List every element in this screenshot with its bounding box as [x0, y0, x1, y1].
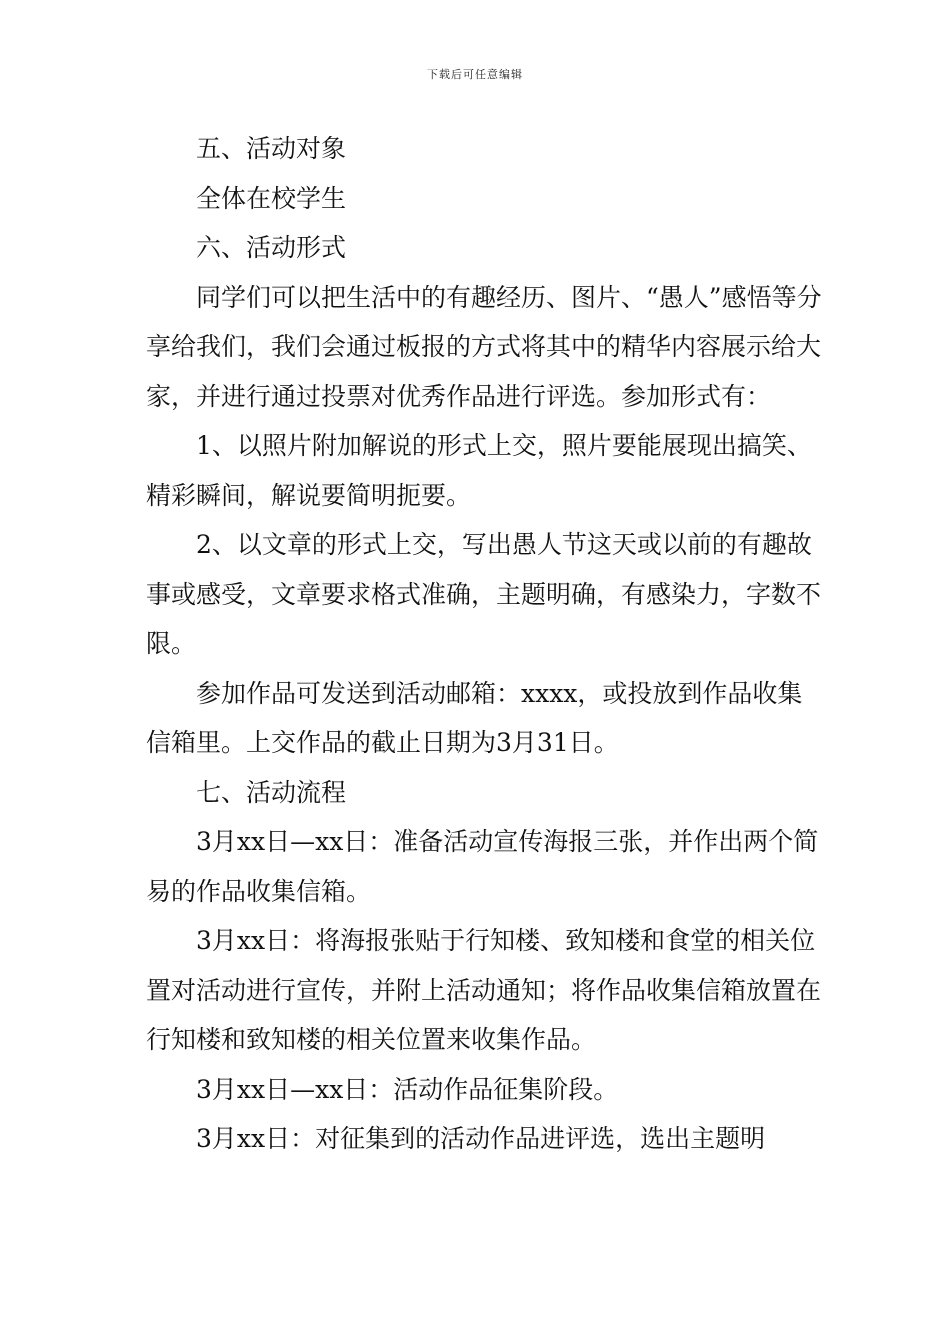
process-step-1: 3月xx日—xx日：准备活动宣传海报三张，并作出两个简易的作品收集信箱。 [146, 827, 819, 906]
document-body [146, 124, 826, 1164]
section-heading-process: 七、活动流程 [196, 777, 347, 807]
section-heading-target: 五、活动对象 [196, 134, 347, 163]
process-step-2: 3月xx日：将海报张贴于行知楼、致知楼和食堂的相关位置对活动进行宣传，并附上活动通知；将作品收集信箱放置在行知楼和致知楼的相关位置来收集作品。 [146, 926, 822, 1054]
process-step-4: 3月xx日：对征集到的活动作品进评选，选出主题明 [196, 1124, 766, 1153]
process-step-3: 3月xx日—xx日：活动作品征集阶段。 [196, 1074, 619, 1104]
submission-note: 参加作品可发送到活动邮箱：xxxx，或投放到作品收集信箱里。上交作品的截止日期为3月31日。 [146, 678, 803, 757]
header-note: 下载后可任意编辑 [427, 68, 523, 81]
format-item-photo: 1、以照片附加解说的形式上交，照片要能展现出搞笑、精彩瞬间，解说要简明扼要。 [146, 431, 812, 510]
format-description: 同学们可以把生活中的有趣经历、图片、“愚人”感悟等分享给我们，我们会通过板报的方式将其中的精华内容展示给大家，并进行通过投票对优秀作品进行评选。参加形式有： [146, 282, 822, 411]
target-description: 全体在校学生 [196, 183, 347, 213]
format-item-article: 2、以文章的形式上交，写出愚人节这天或以前的有趣故事或感受，文章要求格式准确，主题明确，有感染力，字数不限。 [146, 530, 822, 658]
section-heading-format: 六、活动形式 [196, 233, 347, 262]
